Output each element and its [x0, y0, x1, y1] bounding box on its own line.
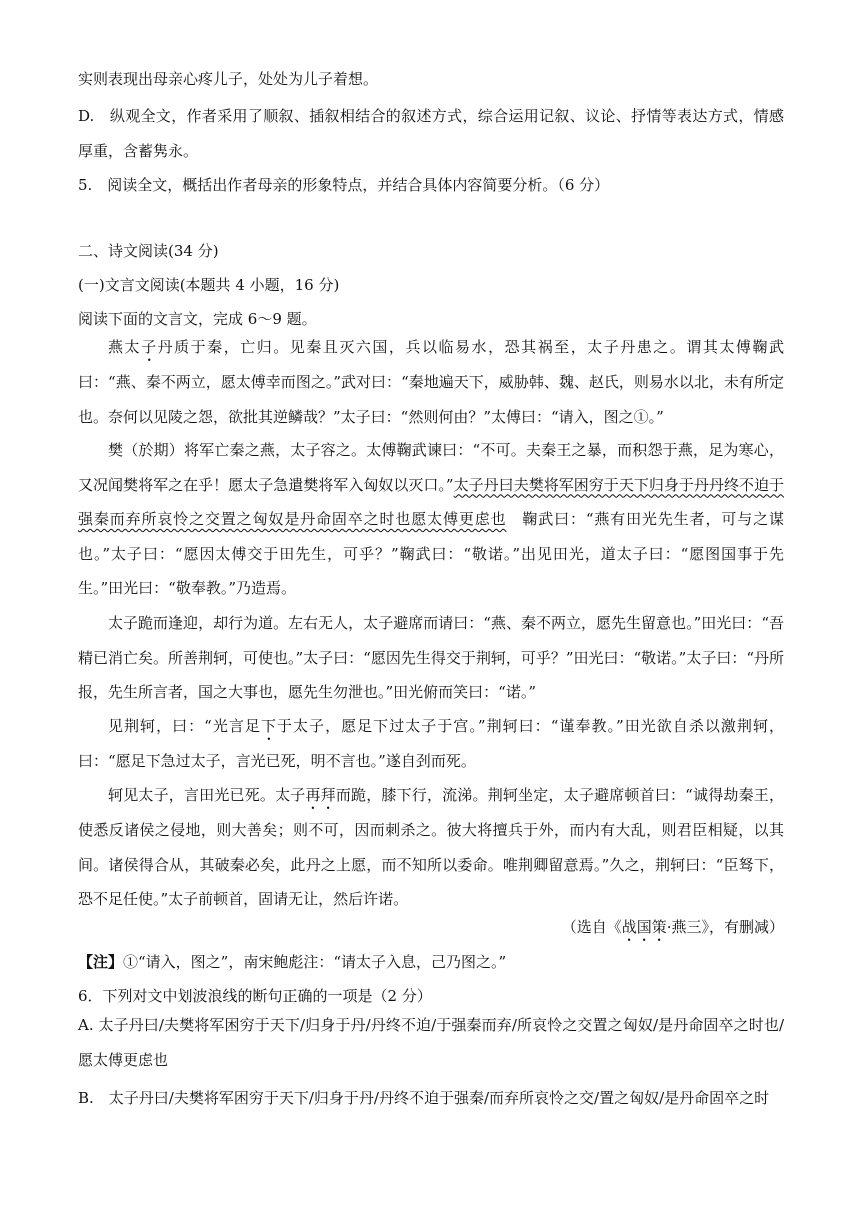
wavy-underlined-sentence: 太子丹曰夫樊将军困穷于天下归身于丹丹终不迫于强秦而弃所哀怜之交置之匈奴是丹命固卒之时也愿太傅更虑也 [78, 475, 784, 528]
question-6: 6．下列对文中划波浪线的断句正确的一项是（2 分） [78, 987, 432, 1005]
emphasized-characters: 再拜 [305, 786, 336, 804]
question-6-option-b: B. 太子丹曰/夫樊将军困穷于天下/归身于丹/丹终不迫于强秦/而弃所哀怜之交/置之匈奴/是丹命固卒之时 [78, 1089, 770, 1107]
passage-paragraph-3: 太子跪而逢迎，却行为道。左右无人，太子避席而请曰：“燕、秦不两立，愿先生留意也。”田光曰：“吾精已消亡矣。所善荆轲，可使也。”太子曰：“愿因先生得交于荆轲，可乎？”田光曰：“敬诺。”太子曰：“丹所报，先生所言者，国之大事也，愿先生勿泄也。”田光俯而笑曰：“诺。” [78, 614, 785, 701]
annotation-note [78, 951, 506, 973]
paragraph-text: 燕太 [108, 338, 142, 356]
reading-instruction: 阅读下面的文言文，完成 6～9 题。 [78, 310, 317, 328]
source-citation [562, 916, 784, 945]
note-label: 【注】 [78, 953, 124, 971]
question-4-option-c-tail: 实则表现出母亲心疼儿子，处处为儿子着想。 [78, 70, 379, 88]
paragraph-text: 丹质于秦，亡归。见秦且灭六国，兵以临易水，恐其祸至，太子丹患之。谓其太傅鞠武曰：“燕、秦不两立，愿太傅幸而图之。”武对曰：“秦地遍天下，威胁韩、魏、赵氏，则易水以北，未有所定也。奈何以见陵之怨，欲批其逆鳞哉？”太子曰：“然则何由？”太傅曰：“请入，图之①。” [78, 338, 784, 426]
passage-paragraph-2 [78, 433, 784, 606]
question-4-option-d: D. 纵观全文，作者采用了顺叙、插叙相结合的叙述方式，综合运用记叙、议论、抒情等表达方式，情感厚重，含蓄隽永。 [78, 107, 784, 160]
note-text: ①“请入，图之”，南宋鲍彪注：“请太子入息，己乃图之。” [123, 953, 507, 971]
paragraph-text: 轲见太子，言田光已死。太子 [108, 786, 306, 804]
paragraph-text: 于太子，愿足下过太子于宫。”荆轲曰：“谨奉教。”田光欲自杀以激荆轲，曰：“愿足下急过太子，言光已死，明不言也。”遂自刭而死。 [78, 717, 784, 770]
passage-paragraph-1 [78, 330, 784, 434]
emphasized-character: 子 [141, 338, 158, 356]
subsection-title: (一)文言文阅读(本题共 4 小题，16 分) [78, 276, 340, 294]
paragraph-text: 见荆轲，曰：“光言足 [108, 717, 261, 735]
emphasized-character: 下 [260, 717, 277, 735]
paragraph-text: 樊（於期）将军亡秦之燕，太子容之。太傅鞠武谏曰：“不可。夫秦王之暴，而积怨于燕，足为寒心，又况闻樊将军之在乎！愿太子急遣樊将军入匈奴以灭口。” [78, 441, 784, 494]
paragraph-text: 而跪，膝下行，流涕。荆轲坐定，太子避席顿首曰：“诚得劫秦王，使悉反诸侯之侵地，则大善矣；则不可，因而刺杀之。彼大将擅兵于外，而内有大乱，则君臣相疑，以其间。诸侯得合从，其破秦必矣，此丹之上愿，而不知所以委命。唯荆卿留意焉。”久之，荆轲曰：“臣驽下，恐不足任使。”太子前顿首，固请无让，然后许诺。 [78, 786, 784, 908]
section-title: 二、诗文阅读(34 分) [78, 242, 219, 260]
paragraph-text: 鞠武曰：“燕有田光先生者，可与之谋也。”太子曰：“愿因太傅交于田先生，可乎？”鞠武曰：“敬诺。”出见田光，道太子曰：“愿图国事于先生。”田光曰：“敬奉教。”乃造焉。 [78, 510, 784, 597]
citation-text: （选自《 [561, 918, 622, 936]
emphasized-book-title: 战国策 [621, 918, 667, 936]
passage-paragraph-4 [78, 709, 784, 779]
question-5: 5. 阅读全文，概括出作者母亲的形象特点，并结合具体内容简要分析。（6 分） [78, 176, 610, 194]
passage-paragraph-5 [78, 778, 784, 917]
question-6-option-a: A. 太子丹曰/夫樊将军困穷于天下/归身于丹/丹终不迫/于强秦而弃/所哀怜之交置之匈奴/是丹命固卒之时也/愿太傅更虑也 [78, 1016, 784, 1069]
citation-text: ·燕三》，有删减） [666, 918, 784, 936]
